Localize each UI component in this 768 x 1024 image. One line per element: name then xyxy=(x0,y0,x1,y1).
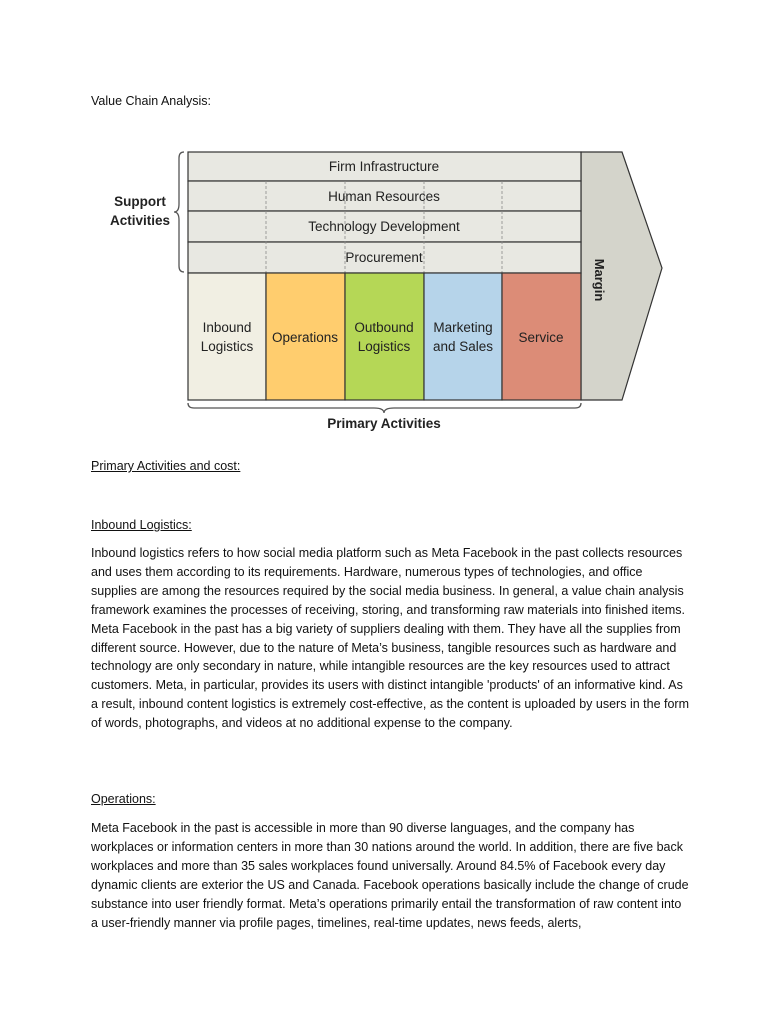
primary-label-inbound-line1: Inbound xyxy=(202,320,252,335)
primary-label-marketing-line1: Marketing xyxy=(433,320,493,335)
support-row-label-2: Human Resources xyxy=(328,189,440,204)
inbound-logistics-heading: Inbound Logistics: xyxy=(91,518,192,532)
support-row-label-1: Firm Infrastructure xyxy=(328,159,440,174)
support-label-line2: Activities xyxy=(109,213,171,228)
value-chain-diagram xyxy=(100,140,680,440)
support-row-label-4: Procurement xyxy=(345,250,423,265)
margin-label: Margin xyxy=(592,258,607,302)
primary-label-outbound-line1: Outbound xyxy=(354,320,414,335)
primary-cell-inbound-logistics xyxy=(188,273,266,400)
value-chain-svg xyxy=(100,140,680,440)
support-label-line1: Support xyxy=(114,194,166,209)
support-bracket xyxy=(174,152,184,272)
document-title: Value Chain Analysis: xyxy=(91,94,211,108)
primary-label-inbound-line2: Logistics xyxy=(200,339,254,354)
primary-activities-heading: Primary Activities and cost: xyxy=(91,459,241,473)
primary-cell-outbound-logistics xyxy=(345,273,424,400)
primary-label-marketing-line2: and Sales xyxy=(432,339,494,354)
primary-cell-marketing-sales xyxy=(424,273,502,400)
primary-label-service: Service xyxy=(518,330,564,345)
primary-label-operations: Operations xyxy=(271,330,339,345)
primary-label-outbound-line2: Logistics xyxy=(357,339,411,354)
primary-activities-label: Primary Activities xyxy=(327,416,441,431)
primary-bracket xyxy=(188,403,581,413)
operations-heading: Operations: xyxy=(91,792,156,806)
support-row-label-3: Technology Development xyxy=(308,219,460,234)
inbound-logistics-paragraph: Inbound logistics refers to how social media platform such as Meta Facebook in the past collects resources and uses them according to its requirements. Hardware, numerous types of technologies, and office supplies are among the resources required by the social media business. In general, a value chain analysis framework examines the processes of receiving, storing, and transforming raw materials into finished items. Meta Facebook in the past has a big variety of suppliers dealing with them. They have all the supplies from different source. However, due to the nature of Meta’s business, tangible resources such as hardware and technology are only secondary in nature, while intangible resources are the key resources used to attract customers. Meta, in particular, provides its users with distinct intangible 'products' of an informative kind. As a result, inbound content logistics is extremely cost-effective, as the content is uploaded by users in the form of words, photographs, and videos at no additional expense to the company. xyxy=(91,546,689,731)
operations-paragraph: Meta Facebook in the past is accessible in more than 90 diverse languages, and the company has workplaces or information centers in more than 30 nations around the world. In addition, there are five back workplaces and more than 35 sales workplaces found universally. Around 84.5% of Facebook every day dynamic clients are exterior the US and Canada. Facebook operations basically include the change of crude substance into user friendly format. Meta’s operations primarily entail the transformation of raw content into a user-friendly manner via profile pages, timelines, real-time updates, news feeds, alerts, xyxy=(91,821,689,930)
